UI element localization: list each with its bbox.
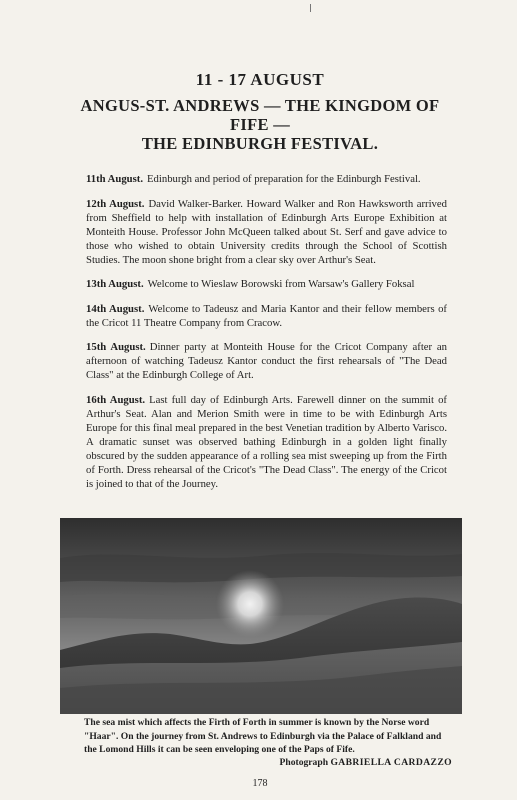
entry-date: 12th August. <box>86 197 145 210</box>
photo-scene <box>60 518 462 714</box>
entry-date: 16th August. <box>86 393 146 406</box>
diary-entry <box>86 197 447 267</box>
entry-text: Last full day of Edinburgh Arts. Farewell dinner on the summit of Arthur's Seat. Alan and Merion Smith were in time to be with Edinburgh Arts Europe for this final meal prepared in the best Venetian tradition by Alberto Varisco. A dramatic sunset was observed bathing Edinburgh in a golden light finally obscured by the sudden appearance of a rolling sea mist sweeping up from the Firth of Forth. Dress rehearsal of the Cricot's "The Dead Class". The energy of the Cricot is joined to that of the Journey. <box>86 393 447 490</box>
diary-entry <box>86 277 447 291</box>
title-line-2: FIFE — <box>229 115 290 134</box>
sun <box>216 570 284 638</box>
photo-credit <box>170 757 452 768</box>
sea-mist-photograph <box>60 518 462 714</box>
date-range-heading: 11 - 17 AUGUST <box>195 70 325 89</box>
diary-entry <box>86 302 447 330</box>
diary-entries <box>86 172 447 501</box>
entry-text: David Walker-Barker. Howard Walker and Ron Hawksworth arrived from Sheffield to help with installation of Edinburgh Arts Europe Exhibition at Monteith House. Professor John McQueen talked about St. Serf and gave advice to those who wished to obtain University credits through the School of Scottish Studies. The moon shone bright from a clear sky over Arthur's Seat. <box>86 197 447 266</box>
diary-entry <box>86 393 447 491</box>
title-line-1: ANGUS-ST. ANDREWS — THE KINGDOM OF <box>80 96 440 115</box>
entry-text: Edinburgh and period of preparation for the Edinburgh Festival. <box>147 173 421 185</box>
entry-date: 15th August. <box>86 341 146 353</box>
page-number: 178 <box>252 778 268 789</box>
entry-text: Welcome to Wieslaw Borowski from Warsaw's Gallery Foksal <box>147 278 415 290</box>
photographer-name: GABRIELLA CARDAZZO <box>330 757 452 768</box>
entry-date: 14th August. <box>86 302 145 315</box>
photo-caption: The sea mist which affects the Firth of Forth in summer is known by the Norse word "Haar". On the journey from St. Andrews to Edinburgh via the Palace of Falkland and the Lomond Hills it can be seen enveloping one of the Paps of Fife. <box>84 717 442 755</box>
chapter-title <box>60 96 460 153</box>
entry-date: 11th August. <box>86 173 144 185</box>
diary-entry <box>86 172 447 186</box>
margin-mark <box>310 4 311 12</box>
entry-text: Dinner party at Monteith House for the Cricot Company after an afternoon of watching Tadeusz Kantor conduct the first rehearsals of "The Dead Class" at the Edinburgh College of Art. <box>86 341 447 381</box>
entry-text: Welcome to Tadeusz and Maria Kantor and their fellow members of the Cricot 11 Theatre Company from Cracow. <box>86 302 447 329</box>
title-line-3: THE EDINBURGH FESTIVAL. <box>141 134 379 153</box>
entry-date: 13th August. <box>86 278 144 290</box>
diary-entry <box>86 340 447 382</box>
credit-prefix: Photograph <box>279 757 329 768</box>
